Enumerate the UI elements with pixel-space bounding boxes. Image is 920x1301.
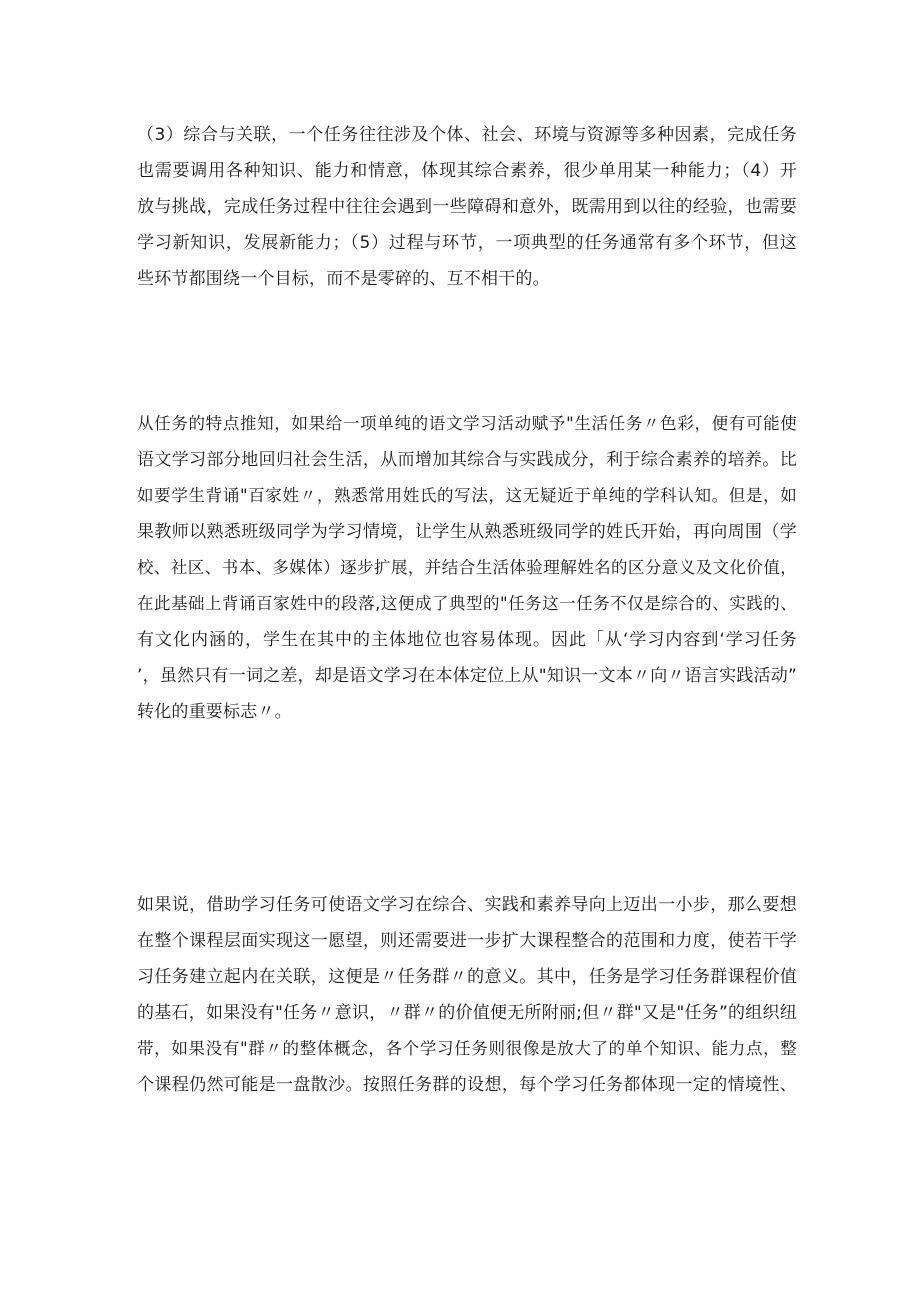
text-line: 习任务建立起内在关联，这便是〃任务群〃的意义。其中，任务是学习任务群课程价值 <box>137 967 797 987</box>
text-line: 个课程仍然可能是一盘散沙。按照任务群的设想，每个学习任务都体现一定的情境性、 <box>137 1075 797 1095</box>
text-line: 带，如果没有"群〃的整体概念，各个学习任务则很像是放大了的单个知识、能力点，整 <box>137 1039 797 1058</box>
text-line: 校、社区、书本、多媒体）逐步扩展，并结合生活体验理解姓名的区分意义及文化价值， <box>137 558 797 577</box>
text-line: 的基石，如果没有"任务〃意识，〃群〃的价值便无所附丽;但〃群"又是"任务”的组织纽 <box>137 1003 797 1023</box>
text-line: 如果说，借助学习任务可使语文学习在综合、实践和素养导向上迈出一小步，那么要想 <box>137 895 797 915</box>
text-line: 有文化内涵的，学生在其中的主体地位也容易体现。因此「从‘学习内容到‘学习任务 <box>137 630 797 650</box>
text-line: 也需要调用各种知识、能力和情意，体现其综合素养，很少单用某一种能力；（4）开 <box>137 161 797 181</box>
paragraph-task-group <box>137 887 797 1103</box>
text-line: 语文学习部分地回归社会生活，从而增加其综合与实践成分，利于综合素养的培养。比 <box>137 450 797 470</box>
text-line: 放与挑战，完成任务过程中往往会遇到一些障碍和意外，既需用到以往的经验，也需要 <box>137 197 797 217</box>
text-line: 从任务的特点推知，如果给一项单纯的语文学习活动赋予"生活任务〃色彩，便有可能使 <box>137 414 797 433</box>
text-line: 转化的重要标志〃。 <box>137 702 292 722</box>
text-line: 些环节都围绕一个目标，而不是零碎的、互不相干的。 <box>137 269 550 289</box>
text-line: ’，虽然只有一词之差，却是语文学习在本体定位上从"知识一文本〃向〃语言实践活动” <box>137 666 797 686</box>
text-line: 学习新知识，发展新能力；（5）过程与环节，一项典型的任务通常有多个环节，但这 <box>137 233 797 253</box>
text-line: 果教师以熟悉班级同学为学习情境，让学生从熟悉班级同学的姓氏开始，再向周围（学 <box>137 522 797 542</box>
text-line: 在整个课程层面实现这一愿望，则还需要进一步扩大课程整合的范围和力度，使若干学 <box>137 931 797 951</box>
paragraph-life-task <box>137 406 797 730</box>
paragraph-task-features <box>137 117 797 297</box>
text-line: （3）综合与关联，一个任务往往涉及个体、社会、环境与资源等多种因素，完成任务 <box>137 125 797 145</box>
text-line: 如要学生背诵"百家姓〃，熟悉常用姓氏的写法，这无疑近于单纯的学科认知。但是，如 <box>137 486 797 505</box>
text-line: 在此基础上背诵百家姓中的段落,这便成了典型的"任务这一任务不仅是综合的、实践的、 <box>137 594 797 613</box>
